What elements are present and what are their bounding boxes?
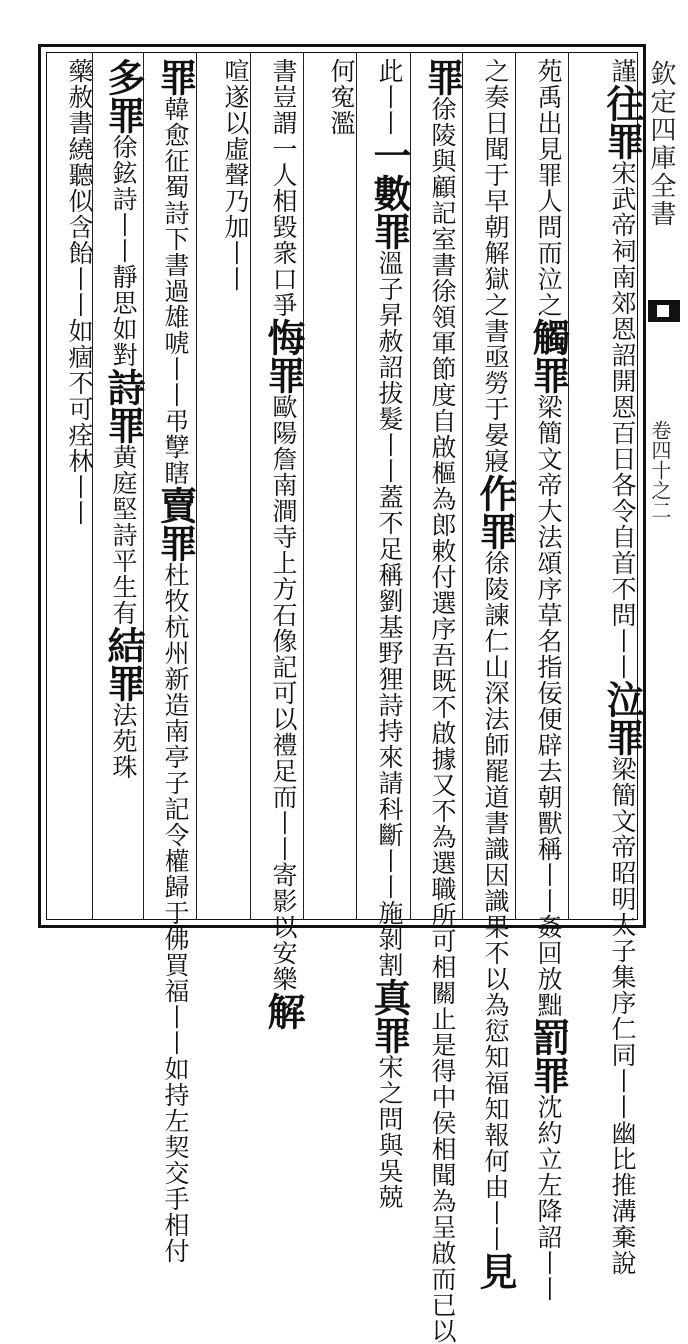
entry-heading: 詩罪	[101, 368, 146, 444]
entry-text: 歐陽詹南澗寺上方石像記可以禮足而丨丨寄影以安樂	[269, 394, 298, 992]
text-column	[523, 58, 571, 1302]
entry-heading: 結罪	[101, 626, 146, 702]
text-column	[310, 58, 354, 913]
entry-text: 杜牧杭州新造南亭子記令權歸于佛買福丨丨如持左契交手相付	[161, 562, 190, 1264]
entry-heading: 罪	[153, 58, 198, 96]
entry-text: 黄庭堅詩平生有	[109, 444, 138, 626]
entry-heading: 作罪	[473, 474, 518, 550]
entry-heading: 真罪	[367, 978, 412, 1054]
entry-heading: 泣罪	[600, 680, 645, 756]
entry-heading: 一數罪	[367, 136, 412, 250]
entry-heading: 多罪	[101, 58, 146, 134]
entry-text: 韓愈征蜀詩下書過雄唬丨丨弔孼瞎	[161, 96, 190, 486]
text-column	[585, 58, 645, 1276]
entry-heading: 解	[261, 992, 306, 1030]
entry-text: 丨丨如痼不可痊	[65, 266, 94, 448]
entry-text: 法苑珠	[109, 702, 138, 780]
entry-text: 宋武帝祠南郊恩詔開恩百日各令自首不問丨丨	[608, 160, 637, 680]
column-divider	[462, 52, 463, 920]
entry-text: 喧遂以虛聲乃加丨丨	[221, 58, 250, 292]
entry-heading: 見	[473, 1252, 518, 1290]
entry-text: 林丨丨	[65, 448, 94, 526]
entry-heading: 觸罪	[526, 318, 571, 394]
entry-text: 之奏日聞于早朝解獄之書亟勞于晏寢	[481, 58, 510, 474]
entry-heading: 悔罪	[261, 318, 306, 394]
entry-text: 宋之問與吳兢	[375, 1054, 404, 1210]
entry-text: 徐陵諫仁山深法師罷道書識因識果不以為愆知福知報何由丨丨	[481, 550, 510, 1252]
entry-text: 書豈謂一人相毀衆口爭	[269, 58, 298, 318]
entry-heading: 罪	[420, 58, 465, 96]
volume-label: 卷四十之二	[648, 420, 672, 520]
entry-text: 梁簡文帝昭明太子集序仁同丨丨幽比推溝棄說	[608, 756, 637, 1276]
entry-text: 藥赦書繞聽似含飴	[65, 58, 94, 266]
entry-text: 梁簡文帝大法頌序草名指佞便辟去朝獸稱丨丨姦回放黜	[534, 394, 563, 1018]
entry-heading: 賣罪	[153, 486, 198, 562]
entry-heading: 往罪	[600, 84, 645, 160]
text-column	[470, 58, 518, 1290]
entry-text: 苑禹出見罪人問而泣之	[534, 58, 563, 318]
text-column	[50, 58, 92, 913]
text-column	[417, 58, 465, 1344]
entry-text: 沈約立左降詔丨丨	[534, 1094, 563, 1302]
fish-tail-ornament-icon	[648, 300, 680, 322]
text-column	[256, 58, 306, 1030]
entry-text: 溫子昇赦詔拔髮丨丨蓋不足稱劉基野狸詩持來請科斷丨丨施剝割	[375, 250, 404, 978]
text-column	[202, 58, 248, 913]
entry-text: 謹	[608, 58, 637, 84]
column-divider	[356, 52, 357, 920]
text-column	[362, 58, 412, 1210]
entry-heading: 罰罪	[526, 1018, 571, 1094]
entry-text: 何寃濫	[327, 58, 356, 136]
text-column	[150, 58, 198, 1264]
entry-text: 徐鉉詩丨丨靜思如對	[109, 134, 138, 368]
book-title: 欽定四庫全書	[646, 60, 676, 228]
column-divider	[568, 52, 569, 920]
column-divider	[143, 52, 144, 920]
column-divider	[303, 52, 304, 920]
entry-text: 此丨丨	[375, 58, 404, 136]
column-divider	[250, 52, 251, 920]
text-column	[98, 58, 146, 913]
entry-text: 徐陵與顧記室書徐領軍節度自啟樞為郎敕付選序吾既不啟據又不為選職所可相關止是得中侯相聞為呈啟而已以	[428, 96, 457, 1344]
